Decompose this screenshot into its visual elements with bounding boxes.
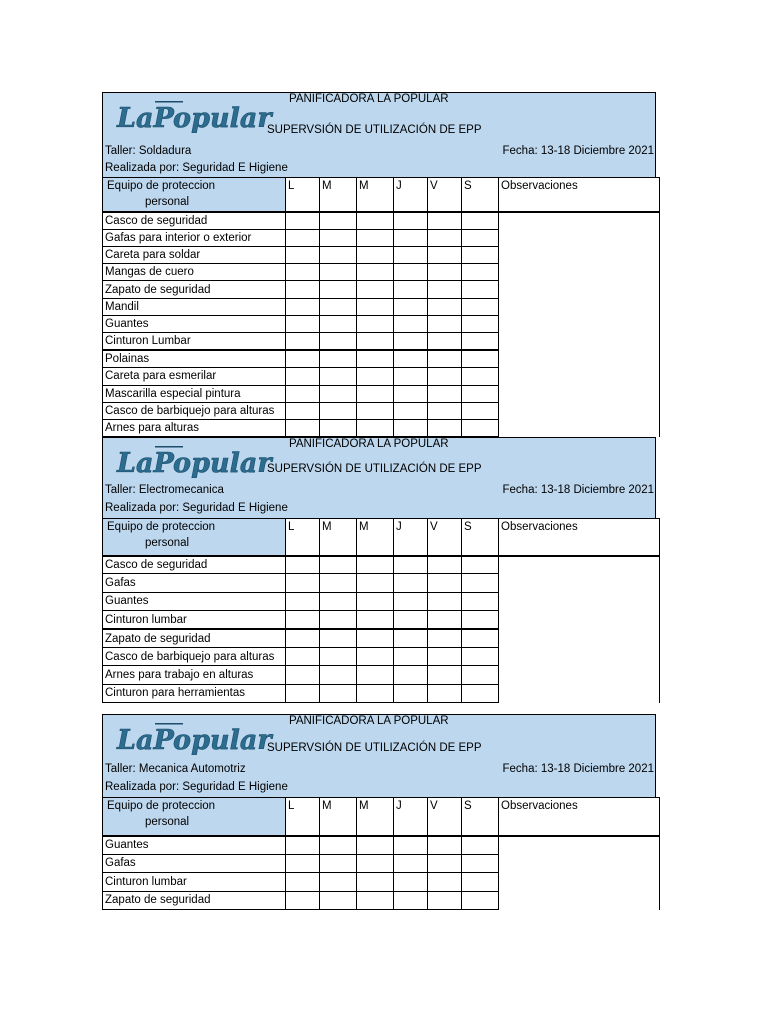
check-cell[interactable] xyxy=(428,854,462,873)
check-cell[interactable] xyxy=(394,891,428,910)
check-cell[interactable] xyxy=(320,647,357,665)
check-cell[interactable] xyxy=(320,212,357,230)
day-header: V xyxy=(428,798,462,836)
company-name: PANIFICADORA LA POPULAR xyxy=(289,438,449,450)
equipo-item: Cinturon lumbar xyxy=(103,611,286,629)
check-cell[interactable] xyxy=(462,246,499,263)
taller-row xyxy=(102,482,656,500)
equipo-item: Casco de seguridad xyxy=(103,556,286,574)
equipo-item: Careta para soldar xyxy=(103,246,286,263)
check-cell[interactable] xyxy=(394,368,428,385)
equipo-item: Gafas para interior o exterior xyxy=(103,229,286,246)
check-cell[interactable] xyxy=(320,298,357,315)
check-cell[interactable] xyxy=(357,684,394,702)
taller-row xyxy=(102,761,656,779)
check-cell[interactable] xyxy=(462,212,499,230)
check-cell[interactable] xyxy=(286,350,320,368)
observaciones-header: Observaciones xyxy=(499,178,660,212)
observaciones-cell[interactable] xyxy=(499,212,660,437)
equipo-item: Arnes para trabajo en alturas xyxy=(103,666,286,684)
taller-label: Taller: Soldadura xyxy=(105,145,192,157)
check-cell[interactable] xyxy=(320,246,357,263)
la-popular-logo xyxy=(115,442,272,482)
check-cell[interactable] xyxy=(462,350,499,368)
check-cell[interactable] xyxy=(462,315,499,332)
check-cell[interactable] xyxy=(357,264,394,281)
observaciones-header: Observaciones xyxy=(499,519,660,556)
day-header: M xyxy=(320,798,357,836)
equipo-item: Guantes xyxy=(103,315,286,332)
check-cell[interactable] xyxy=(428,229,462,246)
sheet-header xyxy=(102,437,656,482)
equipo-item: Mandil xyxy=(103,298,286,315)
check-cell[interactable] xyxy=(462,836,499,855)
check-cell[interactable] xyxy=(320,229,357,246)
check-cell[interactable] xyxy=(320,873,357,892)
equipo-item: Guantes xyxy=(103,592,286,610)
equipo-item: Casco de barbiquejo para alturas xyxy=(103,647,286,665)
equipo-item: Cinturon lumbar xyxy=(103,873,286,892)
check-cell[interactable] xyxy=(394,574,428,592)
day-header: M xyxy=(357,519,394,556)
fecha-label: Fecha: 13-18 Diciembre 2021 xyxy=(502,484,654,496)
equipo-header xyxy=(103,519,286,556)
day-header: M xyxy=(320,519,357,556)
equipo-header-line1: Equipo de proteccion xyxy=(107,521,216,533)
check-cell[interactable] xyxy=(428,873,462,892)
day-header: M xyxy=(320,178,357,212)
equipo-item: Cinturon Lumbar xyxy=(103,333,286,351)
check-cell[interactable] xyxy=(320,281,357,298)
check-cell[interactable] xyxy=(320,368,357,385)
check-cell[interactable] xyxy=(286,315,320,332)
check-cell[interactable] xyxy=(394,229,428,246)
check-cell[interactable] xyxy=(286,854,320,873)
check-cell[interactable] xyxy=(394,873,428,892)
check-cell[interactable] xyxy=(394,246,428,263)
check-cell[interactable] xyxy=(394,385,428,402)
check-cell[interactable] xyxy=(357,368,394,385)
check-cell[interactable] xyxy=(357,854,394,873)
check-cell[interactable] xyxy=(286,629,320,647)
realizada-label: Realizada por: Seguridad E Higiene xyxy=(105,162,288,174)
check-cell[interactable] xyxy=(462,854,499,873)
check-cell[interactable] xyxy=(357,836,394,855)
check-cell[interactable] xyxy=(428,666,462,684)
check-cell[interactable] xyxy=(428,264,462,281)
check-cell[interactable] xyxy=(357,333,394,351)
check-cell[interactable] xyxy=(320,385,357,402)
check-cell[interactable] xyxy=(357,666,394,684)
check-cell[interactable] xyxy=(428,315,462,332)
check-cell[interactable] xyxy=(320,836,357,855)
equipo-header-line2: personal xyxy=(145,537,190,549)
sheet-subtitle: SUPERVSIÓN DE UTILIZACIÓN DE EPP xyxy=(267,463,482,475)
check-cell[interactable] xyxy=(286,684,320,702)
check-cell[interactable] xyxy=(394,592,428,610)
realizada-label: Realizada por: Seguridad E Higiene xyxy=(105,502,288,514)
check-cell[interactable] xyxy=(462,684,499,702)
check-cell[interactable] xyxy=(428,212,462,230)
realizada-row xyxy=(102,779,656,797)
check-cell[interactable] xyxy=(286,333,320,351)
check-cell[interactable] xyxy=(428,246,462,263)
day-header: L xyxy=(286,519,320,556)
check-cell[interactable] xyxy=(428,629,462,647)
check-cell[interactable] xyxy=(286,574,320,592)
check-cell[interactable] xyxy=(462,333,499,351)
day-header: L xyxy=(286,178,320,212)
check-cell[interactable] xyxy=(320,402,357,419)
check-cell[interactable] xyxy=(320,629,357,647)
check-cell[interactable] xyxy=(394,212,428,230)
table-row xyxy=(103,836,660,855)
day-header: M xyxy=(357,178,394,212)
check-cell[interactable] xyxy=(320,556,357,574)
realizada-row xyxy=(102,500,656,518)
table-header-row xyxy=(103,519,660,556)
check-cell[interactable] xyxy=(428,420,462,437)
check-cell[interactable] xyxy=(462,385,499,402)
check-cell[interactable] xyxy=(320,891,357,910)
check-cell[interactable] xyxy=(428,891,462,910)
check-cell[interactable] xyxy=(320,315,357,332)
day-header: J xyxy=(394,178,428,212)
check-cell[interactable] xyxy=(357,611,394,629)
sheet-header xyxy=(102,714,656,761)
day-header: M xyxy=(357,798,394,836)
svg-text:LaPopular: LaPopular xyxy=(117,448,272,479)
check-cell[interactable] xyxy=(286,246,320,263)
check-cell[interactable] xyxy=(286,264,320,281)
check-cell[interactable] xyxy=(357,315,394,332)
equipo-item: Zapato de seguridad xyxy=(103,629,286,647)
day-header: S xyxy=(462,178,499,212)
check-cell[interactable] xyxy=(462,298,499,315)
check-cell[interactable] xyxy=(357,873,394,892)
check-cell[interactable] xyxy=(357,647,394,665)
check-cell[interactable] xyxy=(357,385,394,402)
sheet-subtitle: SUPERVSIÓN DE UTILIZACIÓN DE EPP xyxy=(267,742,482,754)
check-cell[interactable] xyxy=(320,854,357,873)
epp-table xyxy=(102,797,660,910)
check-cell[interactable] xyxy=(357,556,394,574)
check-cell[interactable] xyxy=(320,592,357,610)
check-cell[interactable] xyxy=(394,629,428,647)
equipo-item: Gafas xyxy=(103,574,286,592)
epp-sheet xyxy=(102,714,656,910)
equipo-header xyxy=(103,178,286,212)
check-cell[interactable] xyxy=(394,666,428,684)
equipo-item: Gafas xyxy=(103,854,286,873)
day-header: J xyxy=(394,798,428,836)
check-cell[interactable] xyxy=(462,556,499,574)
check-cell[interactable] xyxy=(428,556,462,574)
equipo-item: Arnes para alturas xyxy=(103,420,286,437)
check-cell[interactable] xyxy=(462,647,499,665)
check-cell[interactable] xyxy=(286,281,320,298)
epp-sheet xyxy=(102,92,656,437)
check-cell[interactable] xyxy=(462,891,499,910)
check-cell[interactable] xyxy=(286,298,320,315)
check-cell[interactable] xyxy=(320,574,357,592)
check-cell[interactable] xyxy=(286,420,320,437)
check-cell[interactable] xyxy=(394,854,428,873)
svg-text:LaPopular: LaPopular xyxy=(117,103,272,134)
table-row xyxy=(103,212,660,230)
taller-label: Taller: Electromecanica xyxy=(105,484,224,496)
equipo-item: Polainas xyxy=(103,350,286,368)
check-cell[interactable] xyxy=(394,315,428,332)
equipo-header-line2: personal xyxy=(145,196,190,208)
equipo-header-line1: Equipo de proteccion xyxy=(107,800,216,812)
check-cell[interactable] xyxy=(286,556,320,574)
check-cell[interactable] xyxy=(286,836,320,855)
check-cell[interactable] xyxy=(394,333,428,351)
check-cell[interactable] xyxy=(394,402,428,419)
equipo-item: Zapato de seguridad xyxy=(103,281,286,298)
check-cell[interactable] xyxy=(320,611,357,629)
equipo-item: Cinturon para herramientas xyxy=(103,684,286,702)
check-cell[interactable] xyxy=(428,647,462,665)
check-cell[interactable] xyxy=(357,298,394,315)
check-cell[interactable] xyxy=(462,666,499,684)
realizada-label: Realizada por: Seguridad E Higiene xyxy=(105,781,288,793)
equipo-item: Mangas de cuero xyxy=(103,264,286,281)
check-cell[interactable] xyxy=(357,629,394,647)
equipo-item: Guantes xyxy=(103,836,286,855)
company-name: PANIFICADORA LA POPULAR xyxy=(289,93,449,105)
check-cell[interactable] xyxy=(462,611,499,629)
check-cell[interactable] xyxy=(357,574,394,592)
check-cell[interactable] xyxy=(286,611,320,629)
check-cell[interactable] xyxy=(320,684,357,702)
check-cell[interactable] xyxy=(394,556,428,574)
taller-label: Taller: Mecanica Automotriz xyxy=(105,763,246,775)
realizada-row xyxy=(102,160,656,177)
svg-text:LaPopular: LaPopular xyxy=(117,725,272,756)
check-cell[interactable] xyxy=(286,212,320,230)
fecha-label: Fecha: 13-18 Diciembre 2021 xyxy=(502,763,654,775)
equipo-item: Casco de barbiquejo para alturas xyxy=(103,402,286,419)
check-cell[interactable] xyxy=(286,385,320,402)
check-cell[interactable] xyxy=(357,402,394,419)
check-cell[interactable] xyxy=(286,368,320,385)
check-cell[interactable] xyxy=(428,368,462,385)
check-cell[interactable] xyxy=(428,385,462,402)
equipo-item: Mascarilla especial pintura xyxy=(103,385,286,402)
check-cell[interactable] xyxy=(428,298,462,315)
check-cell[interactable] xyxy=(286,647,320,665)
equipo-header-line1: Equipo de proteccion xyxy=(107,180,216,192)
check-cell[interactable] xyxy=(462,592,499,610)
check-cell[interactable] xyxy=(357,350,394,368)
check-cell[interactable] xyxy=(357,212,394,230)
taller-row xyxy=(102,143,656,160)
day-header: J xyxy=(394,519,428,556)
la-popular-logo xyxy=(115,719,272,759)
check-cell[interactable] xyxy=(428,574,462,592)
observaciones-cell[interactable] xyxy=(499,836,660,910)
check-cell[interactable] xyxy=(320,264,357,281)
check-cell[interactable] xyxy=(462,264,499,281)
check-cell[interactable] xyxy=(320,666,357,684)
day-header: S xyxy=(462,798,499,836)
check-cell[interactable] xyxy=(286,666,320,684)
check-cell[interactable] xyxy=(462,574,499,592)
check-cell[interactable] xyxy=(394,420,428,437)
check-cell[interactable] xyxy=(462,402,499,419)
check-cell[interactable] xyxy=(357,891,394,910)
check-cell[interactable] xyxy=(394,264,428,281)
equipo-item: Careta para esmerilar xyxy=(103,368,286,385)
company-name: PANIFICADORA LA POPULAR xyxy=(289,715,449,727)
check-cell[interactable] xyxy=(428,281,462,298)
equipo-item: Casco de seguridad xyxy=(103,212,286,230)
table-header-row xyxy=(103,178,660,212)
check-cell[interactable] xyxy=(357,281,394,298)
check-cell[interactable] xyxy=(394,281,428,298)
check-cell[interactable] xyxy=(394,836,428,855)
day-header: V xyxy=(428,519,462,556)
check-cell[interactable] xyxy=(428,402,462,419)
check-cell[interactable] xyxy=(394,647,428,665)
check-cell[interactable] xyxy=(428,333,462,351)
la-popular-logo xyxy=(115,97,272,137)
check-cell[interactable] xyxy=(428,611,462,629)
table-header-row xyxy=(103,798,660,836)
check-cell[interactable] xyxy=(320,420,357,437)
check-cell[interactable] xyxy=(357,420,394,437)
epp-table xyxy=(102,177,660,437)
check-cell[interactable] xyxy=(286,402,320,419)
observaciones-header: Observaciones xyxy=(499,798,660,836)
epp-table xyxy=(102,518,660,703)
check-cell[interactable] xyxy=(320,333,357,351)
check-cell[interactable] xyxy=(320,350,357,368)
check-cell[interactable] xyxy=(462,368,499,385)
check-cell[interactable] xyxy=(462,229,499,246)
check-cell[interactable] xyxy=(286,891,320,910)
check-cell[interactable] xyxy=(428,350,462,368)
sheet-header xyxy=(102,92,656,143)
check-cell[interactable] xyxy=(428,836,462,855)
check-cell[interactable] xyxy=(357,229,394,246)
day-header: S xyxy=(462,519,499,556)
epp-sheet xyxy=(102,437,656,703)
equipo-item: Zapato de seguridad xyxy=(103,891,286,910)
check-cell[interactable] xyxy=(462,420,499,437)
day-header: L xyxy=(286,798,320,836)
equipo-header-line2: personal xyxy=(145,816,190,828)
check-cell[interactable] xyxy=(357,246,394,263)
day-header: V xyxy=(428,178,462,212)
check-cell[interactable] xyxy=(428,684,462,702)
check-cell[interactable] xyxy=(394,298,428,315)
check-cell[interactable] xyxy=(394,350,428,368)
check-cell[interactable] xyxy=(428,592,462,610)
sheet-subtitle: SUPERVSIÓN DE UTILIZACIÓN DE EPP xyxy=(267,124,482,136)
fecha-label: Fecha: 13-18 Diciembre 2021 xyxy=(502,145,654,157)
check-cell[interactable] xyxy=(394,684,428,702)
check-cell[interactable] xyxy=(462,629,499,647)
observaciones-cell[interactable] xyxy=(499,556,660,703)
check-cell[interactable] xyxy=(462,281,499,298)
check-cell[interactable] xyxy=(286,873,320,892)
check-cell[interactable] xyxy=(357,592,394,610)
check-cell[interactable] xyxy=(462,873,499,892)
check-cell[interactable] xyxy=(286,592,320,610)
equipo-header xyxy=(103,798,286,836)
check-cell[interactable] xyxy=(394,611,428,629)
check-cell[interactable] xyxy=(286,229,320,246)
table-row xyxy=(103,556,660,574)
